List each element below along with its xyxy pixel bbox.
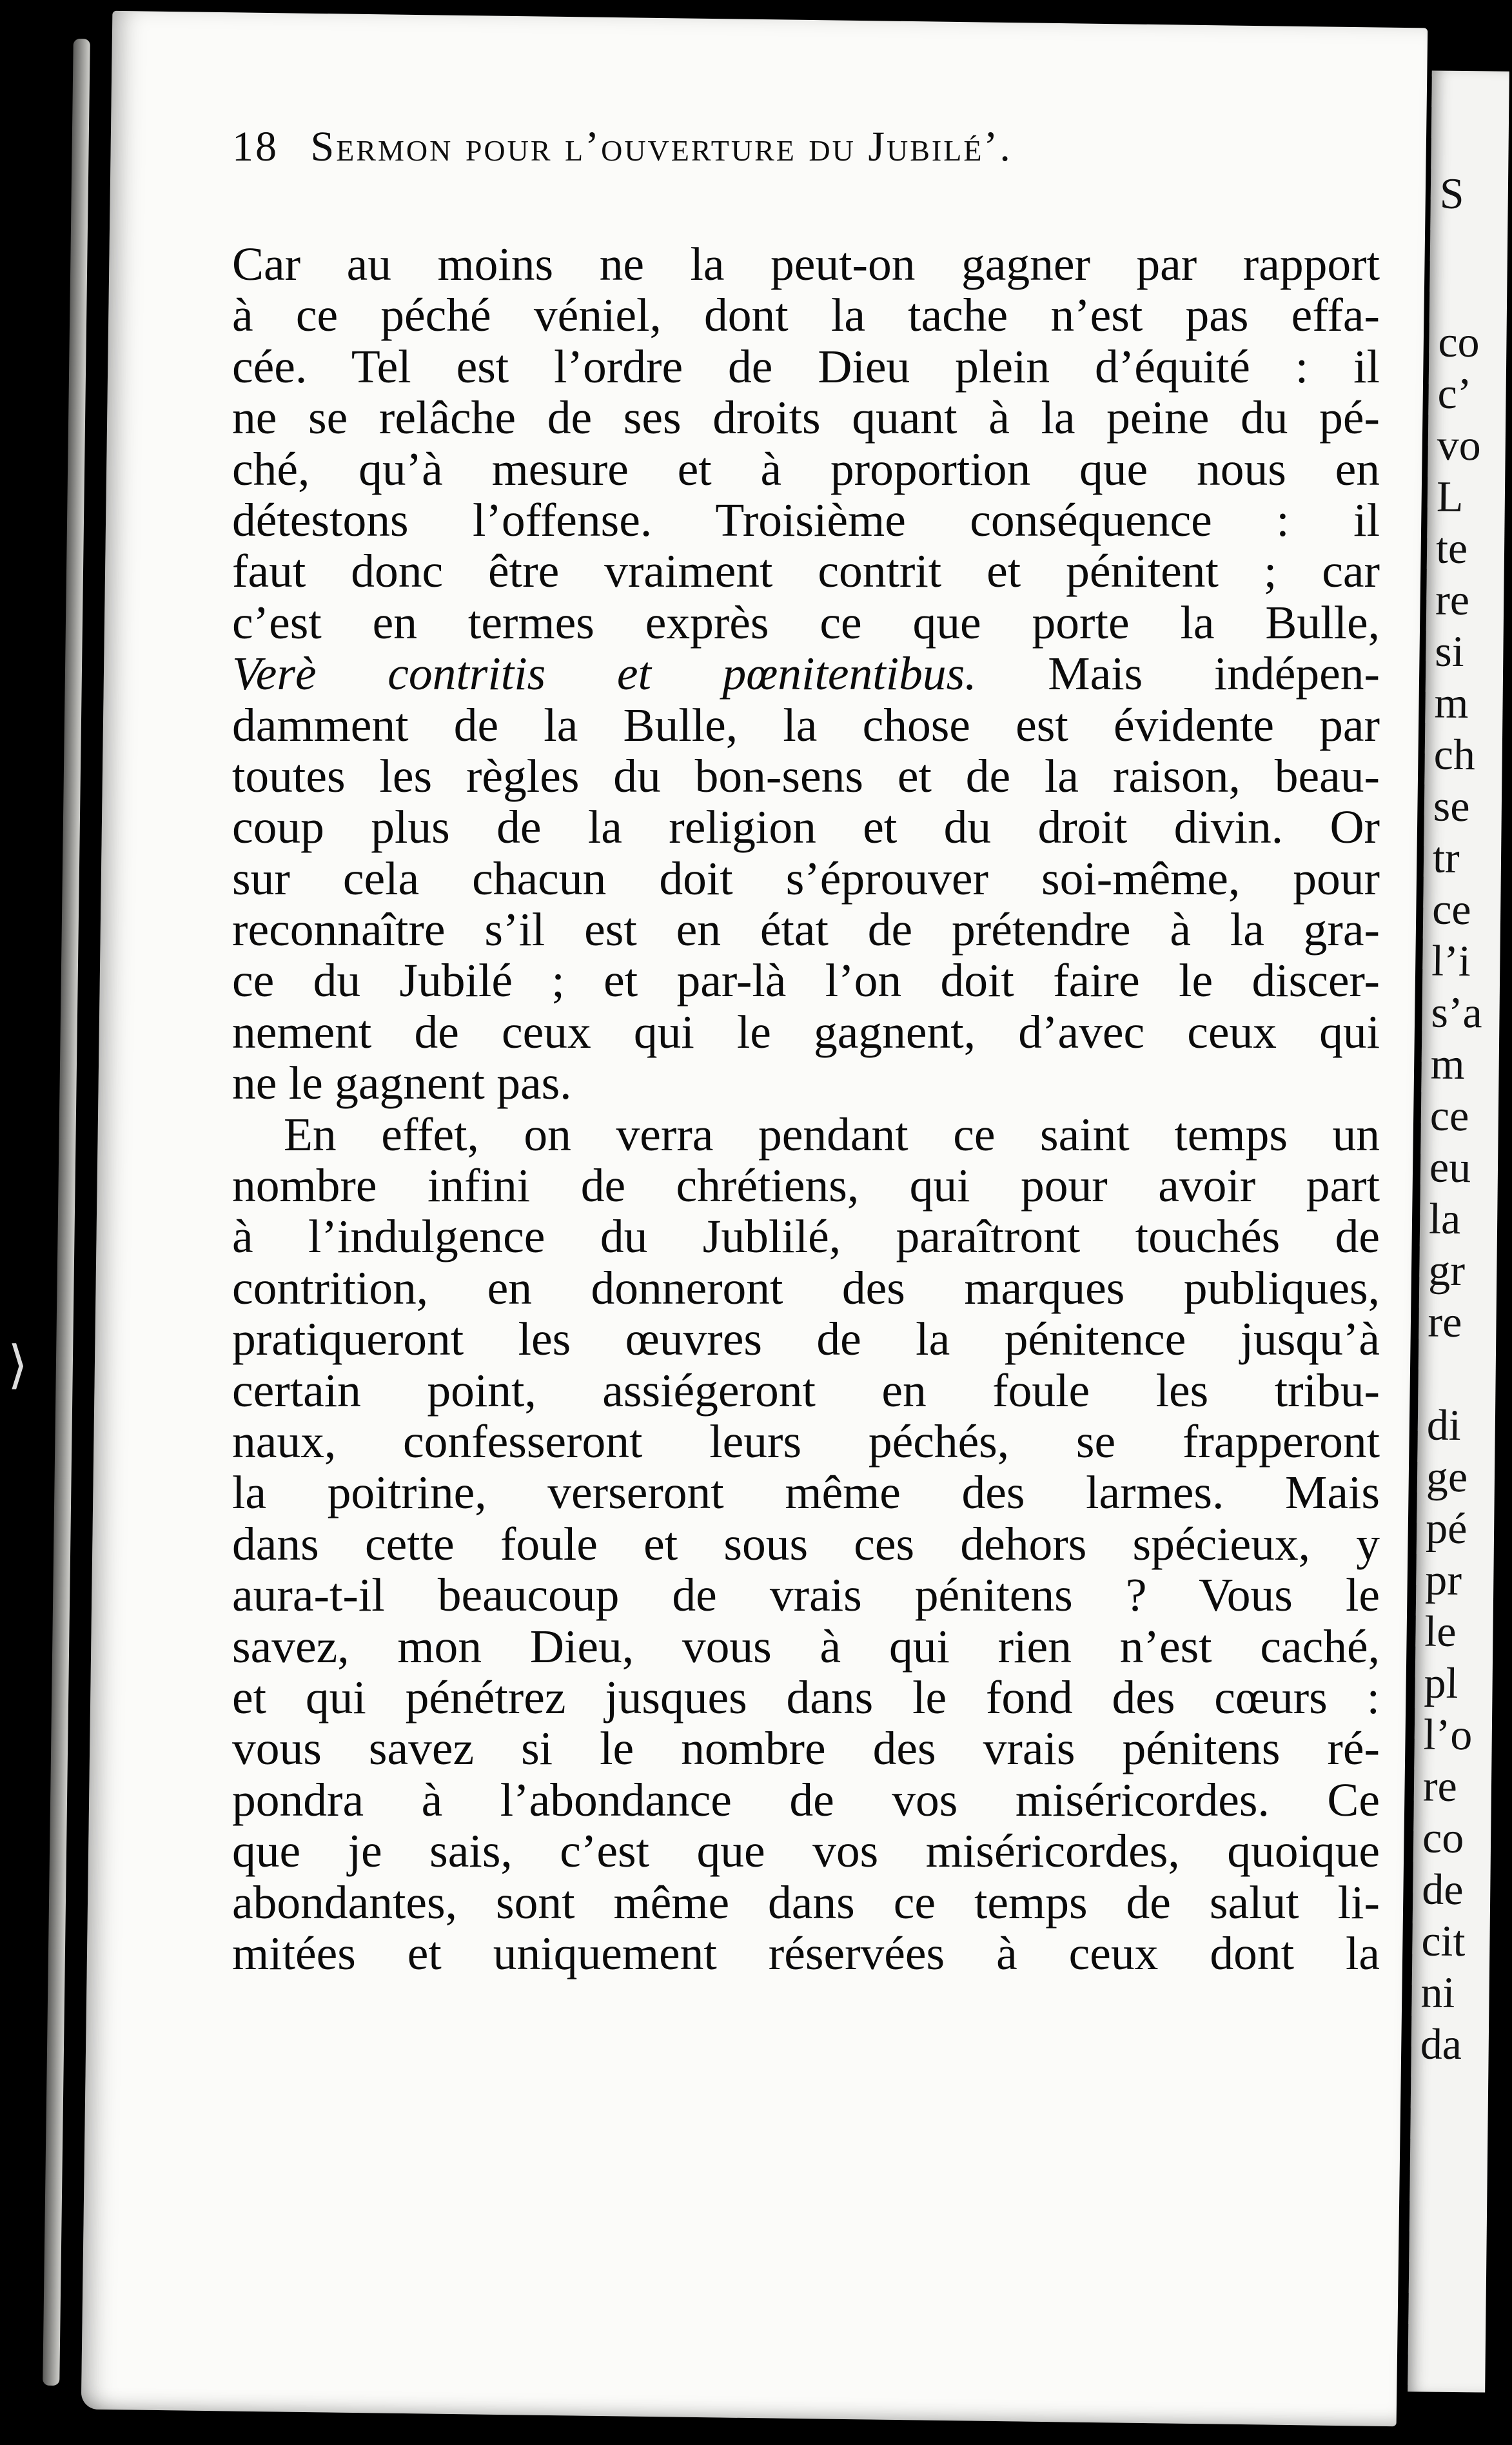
text-line-tail: Mais indépen-	[1048, 647, 1380, 700]
text-line: naux, confesseront leurs péchés, se frapperont	[232, 1415, 1380, 1468]
text-line: et qui pénétrez jusques dans le fond des cœurs :	[232, 1671, 1380, 1723]
facing-page-fragment: le	[1424, 1606, 1457, 1656]
facing-page-fragment: si	[1435, 626, 1465, 676]
facing-page-header-fragment: S	[1439, 168, 1465, 219]
facing-page-fragment: gr	[1428, 1245, 1466, 1295]
facing-page-fragment: ge	[1426, 1451, 1468, 1502]
facing-page-fragment: pl	[1424, 1658, 1458, 1708]
text-line: à l’indulgence du Jublilé, paraîtront touchés de	[232, 1210, 1380, 1263]
text-line: la poitrine, verseront même des larmes. Mais	[232, 1466, 1380, 1519]
text-line: damment de la Bulle, la chose est évidente par	[232, 698, 1380, 751]
text-line: pondra à l’abondance de vos miséricordes. Ce	[232, 1773, 1380, 1826]
text-line: coup plus de la religion et du droit divin. Or	[232, 801, 1380, 854]
running-header	[232, 123, 1380, 172]
facing-page-fragment: ce	[1429, 1090, 1469, 1141]
text-line: sur cela chacun doit s’éprouver soi-même, pour	[232, 852, 1380, 905]
text-line: à ce péché véniel, dont la tache n’est pas effa-	[232, 289, 1380, 342]
facing-page-sliver	[1408, 70, 1509, 2392]
text-line: reconnaître s’il est en état de prétendre à la gra-	[232, 903, 1380, 956]
facing-page-fragment: te	[1435, 523, 1468, 573]
facing-page-fragment: la	[1428, 1193, 1461, 1244]
facing-page-fragment: ce	[1431, 884, 1472, 934]
facing-page-fragment: ch	[1433, 729, 1476, 780]
text-line: nombre infini de chrétiens, qui pour avoir part	[232, 1159, 1380, 1212]
text-line: nement de ceux qui le gagnent, d’avec ceux qui	[232, 1005, 1380, 1058]
text-line: certain point, assiégeront en foule les tribu-	[232, 1364, 1380, 1417]
text-line: ché, qu’à mesure et à proportion que nous en	[232, 442, 1380, 495]
running-title: Sermon pour l’ouverture du Jubilé’.	[310, 123, 1012, 170]
text-line: c’est en termes exprès ce que porte la Bulle,	[232, 596, 1380, 649]
facing-page-fragment: m	[1434, 678, 1469, 728]
text-line: Car au moins ne la peut-on gagner par rapport	[232, 238, 1380, 290]
text-line: toutes les règles du bon-sens et de la raison, beau-	[232, 749, 1380, 802]
text-line: faut donc être vraiment contrit et pénitent ; car	[232, 545, 1380, 598]
scan-artifact-mark: ⟩	[8, 1335, 28, 1395]
page-number: 18	[232, 123, 279, 170]
facing-page-fragment: de	[1421, 1864, 1464, 1914]
text-line: pratiqueront les œuvres de la pénitence jusqu’à	[232, 1313, 1380, 1366]
text-line: détestons l’offense. Troisième conséquence : il	[232, 493, 1380, 546]
facing-page-fragment: se	[1433, 781, 1470, 831]
facing-page-fragment: re	[1422, 1761, 1458, 1811]
facing-page-lines	[1420, 70, 1509, 2069]
text-line: cée. Tel est l’ordre de Dieu plein d’équité : il	[232, 340, 1380, 393]
body-text	[232, 239, 1380, 1979]
facing-page-fragment: s’a	[1431, 987, 1483, 1037]
facing-page-fragment: co	[1422, 1812, 1464, 1863]
text-line: vous savez si le nombre des vrais pénitens ré-	[232, 1722, 1380, 1775]
text-line: ne se relâche de ses droits quant à la peine du pé-	[232, 391, 1380, 444]
facing-page-fragment: re	[1435, 574, 1470, 625]
text-line: aura-t-il beaucoup de vrais pénitens ? Vous le	[232, 1569, 1380, 1622]
facing-page-fragment: l’o	[1423, 1709, 1473, 1760]
text-line: contrition, en donneront des marques publiques,	[232, 1261, 1380, 1314]
text-line: ce du Jubilé ; et par-là l’on doit faire le discer-	[232, 954, 1380, 1007]
text-line: ne le gagnent pas.	[232, 1057, 572, 1110]
facing-page-fragment: tr	[1432, 832, 1460, 882]
facing-page-fragment: da	[1420, 2019, 1462, 2069]
italic-latin-quote: Verè contritis et pœnitentibus.	[232, 647, 977, 700]
facing-page-fragment: L	[1436, 471, 1464, 522]
facing-page-fragment: eu	[1429, 1142, 1471, 1192]
text-line: savez, mon Dieu, vous à qui rien n’est caché,	[232, 1620, 1380, 1673]
facing-page-fragment: co	[1438, 317, 1480, 367]
facing-page-fragment: pé	[1425, 1503, 1468, 1553]
paragraph-start-line: En effet, on verra pendant ce saint temps un	[284, 1108, 1380, 1161]
facing-page-fragment: m	[1430, 1039, 1466, 1089]
facing-page-fragment: pr	[1424, 1555, 1462, 1605]
facing-page-fragment: cit	[1421, 1916, 1466, 1966]
facing-page-fragment: vo	[1437, 420, 1482, 470]
facing-page-fragment: c’	[1437, 368, 1472, 418]
facing-page-fragment: di	[1426, 1400, 1462, 1450]
text-line: mitées et uniquement réservées à ceux dont la	[232, 1927, 1380, 1979]
text-line: que je sais, c’est que vos miséricordes, quoique	[232, 1825, 1380, 1878]
facing-page-fragment: l’i	[1431, 936, 1471, 986]
text-line: abondantes, sont même dans ce temps de salut li-	[232, 1876, 1380, 1929]
facing-page-fragment: re	[1428, 1297, 1462, 1347]
page-edge	[43, 39, 90, 2386]
text-line: dans cette foule et sous ces dehors spécieux, y	[232, 1517, 1380, 1570]
facing-page-fragment: ni	[1420, 1967, 1455, 2018]
text-line-with-quote	[232, 648, 1380, 699]
